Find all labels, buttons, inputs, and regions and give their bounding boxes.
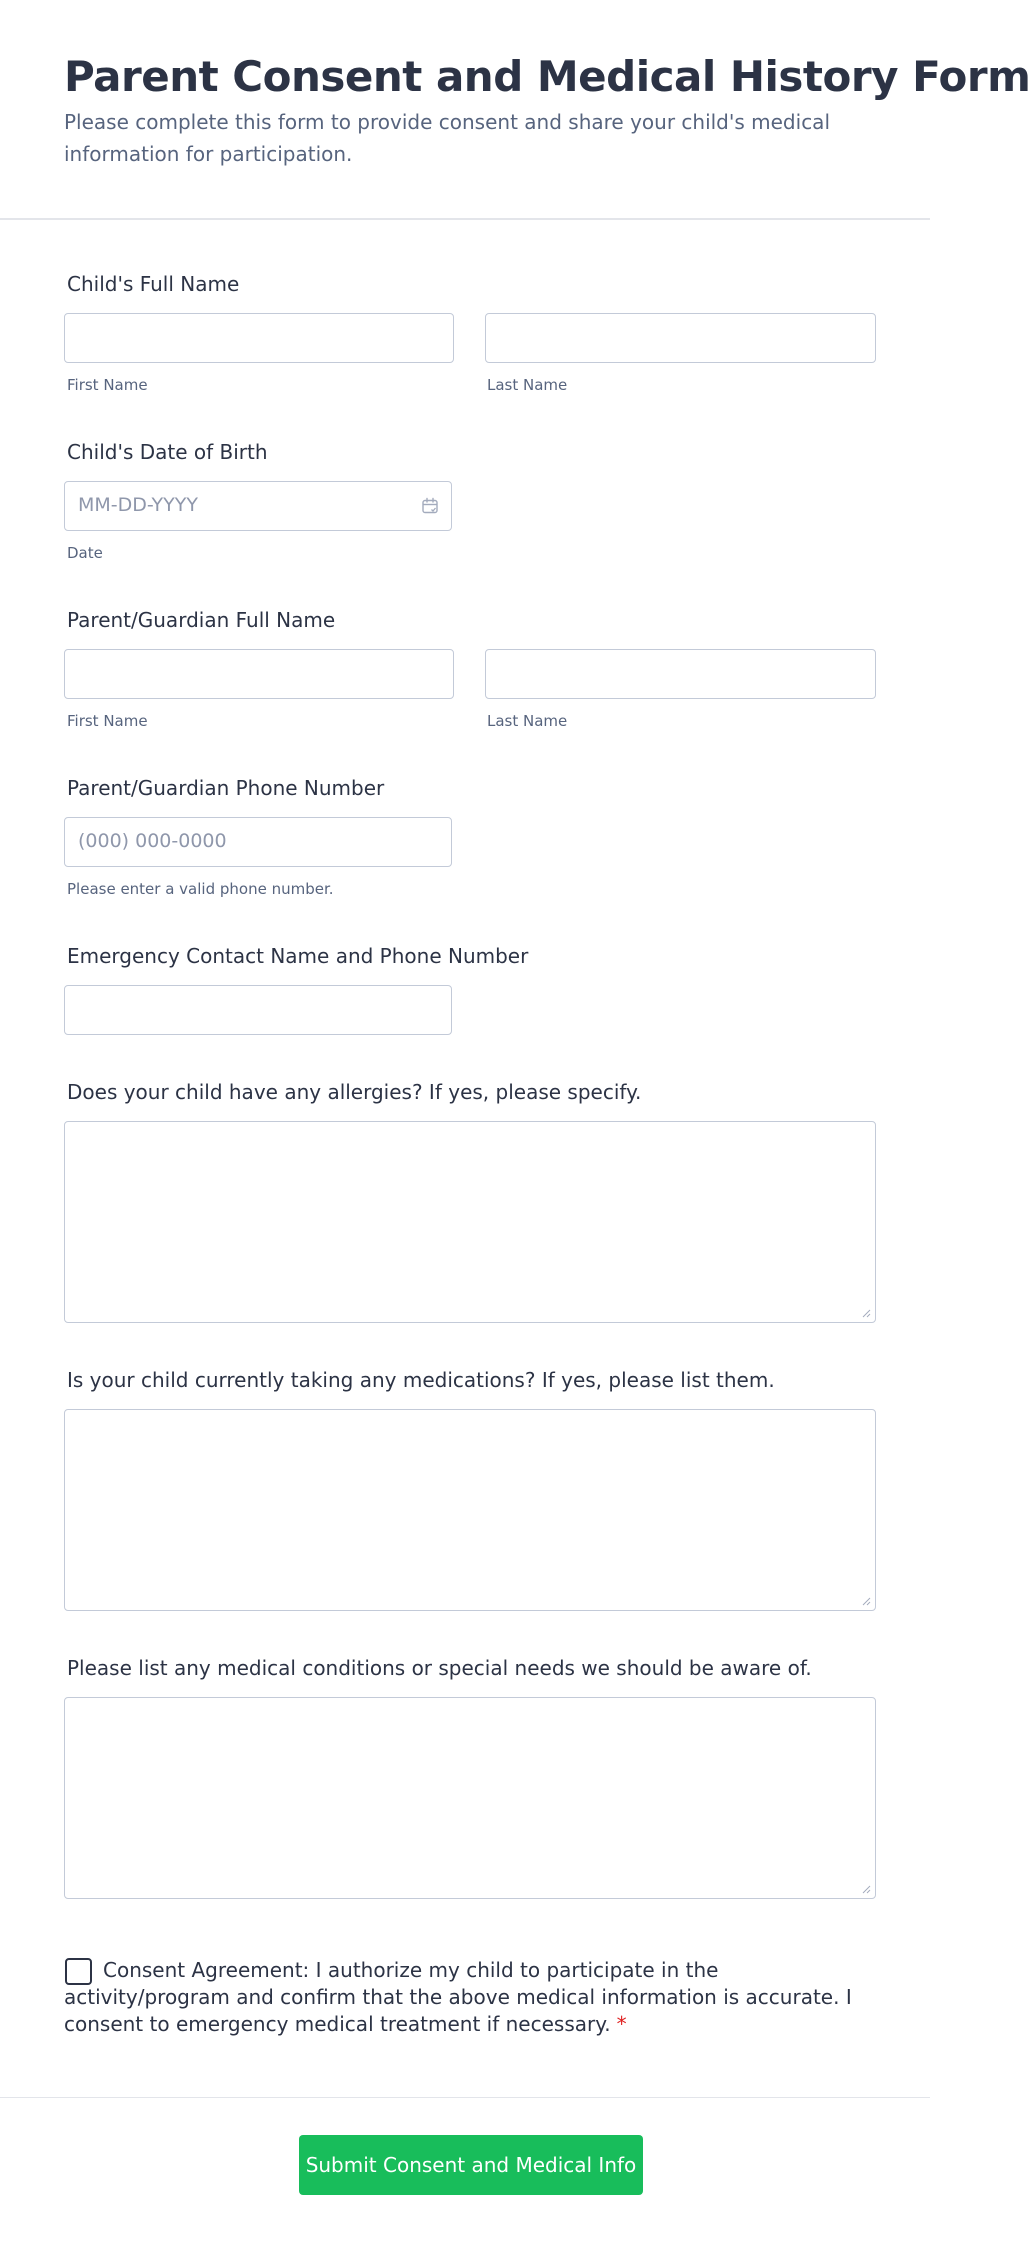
page-subtitle: Please complete this form to provide consent and share your child's medical information for participation. xyxy=(64,110,830,166)
resize-handle-icon[interactable] xyxy=(861,1308,871,1318)
resize-handle-icon[interactable] xyxy=(861,1884,871,1894)
page-title: Parent Consent and Medical History Form xyxy=(64,52,1030,101)
child-dob-placeholder: MM-DD-YYYY xyxy=(78,494,198,516)
child-first-name-sublabel: First Name xyxy=(67,376,148,394)
child-dob-label: Child's Date of Birth xyxy=(67,440,268,464)
allergies-textarea[interactable] xyxy=(64,1121,876,1323)
child-last-name-sublabel: Last Name xyxy=(487,376,568,394)
parent-last-name-sublabel: Last Name xyxy=(487,712,568,730)
parent-name-label: Parent/Guardian Full Name xyxy=(67,608,336,632)
child-first-name-input[interactable] xyxy=(64,313,454,363)
parent-last-name-input[interactable] xyxy=(485,649,876,699)
footer-divider xyxy=(0,2097,930,2098)
parent-first-name-sublabel: First Name xyxy=(67,712,148,730)
emergency-contact-input[interactable] xyxy=(64,985,452,1035)
child-last-name-input[interactable] xyxy=(485,313,876,363)
consent-agreement-text: Consent Agreement: I authorize my child to participate in the activity/program and confirm that the above medical information is accurate. I consent to emergency medical treatment if necessary. xyxy=(64,1958,852,2036)
parent-phone-sublabel: Please enter a valid phone number. xyxy=(67,880,334,898)
child-name-label: Child's Full Name xyxy=(67,272,240,296)
parent-phone-input[interactable] xyxy=(64,817,452,867)
consent-text xyxy=(64,1957,854,2038)
medications-textarea[interactable] xyxy=(64,1409,876,1611)
submit-button[interactable]: Submit Consent and Medical Info xyxy=(299,2135,643,2195)
form-header xyxy=(0,0,1030,220)
parent-phone-placeholder: (000) 000-0000 xyxy=(78,830,227,852)
parent-phone-label: Parent/Guardian Phone Number xyxy=(67,776,385,800)
resize-handle-icon[interactable] xyxy=(861,1596,871,1606)
parent-first-name-input[interactable] xyxy=(64,649,454,699)
child-dob-sublabel: Date xyxy=(67,544,103,562)
emergency-contact-label: Emergency Contact Name and Phone Number xyxy=(67,944,529,968)
conditions-textarea[interactable] xyxy=(64,1697,876,1899)
medications-label: Is your child currently taking any medications? If yes, please list them. xyxy=(67,1368,775,1392)
child-dob-input[interactable] xyxy=(64,481,452,531)
required-asterisk: * xyxy=(616,2012,627,2036)
allergies-label: Does your child have any allergies? If yes, please specify. xyxy=(67,1080,642,1104)
calendar-icon[interactable] xyxy=(421,497,439,515)
conditions-label: Please list any medical conditions or special needs we should be aware of. xyxy=(67,1656,812,1680)
